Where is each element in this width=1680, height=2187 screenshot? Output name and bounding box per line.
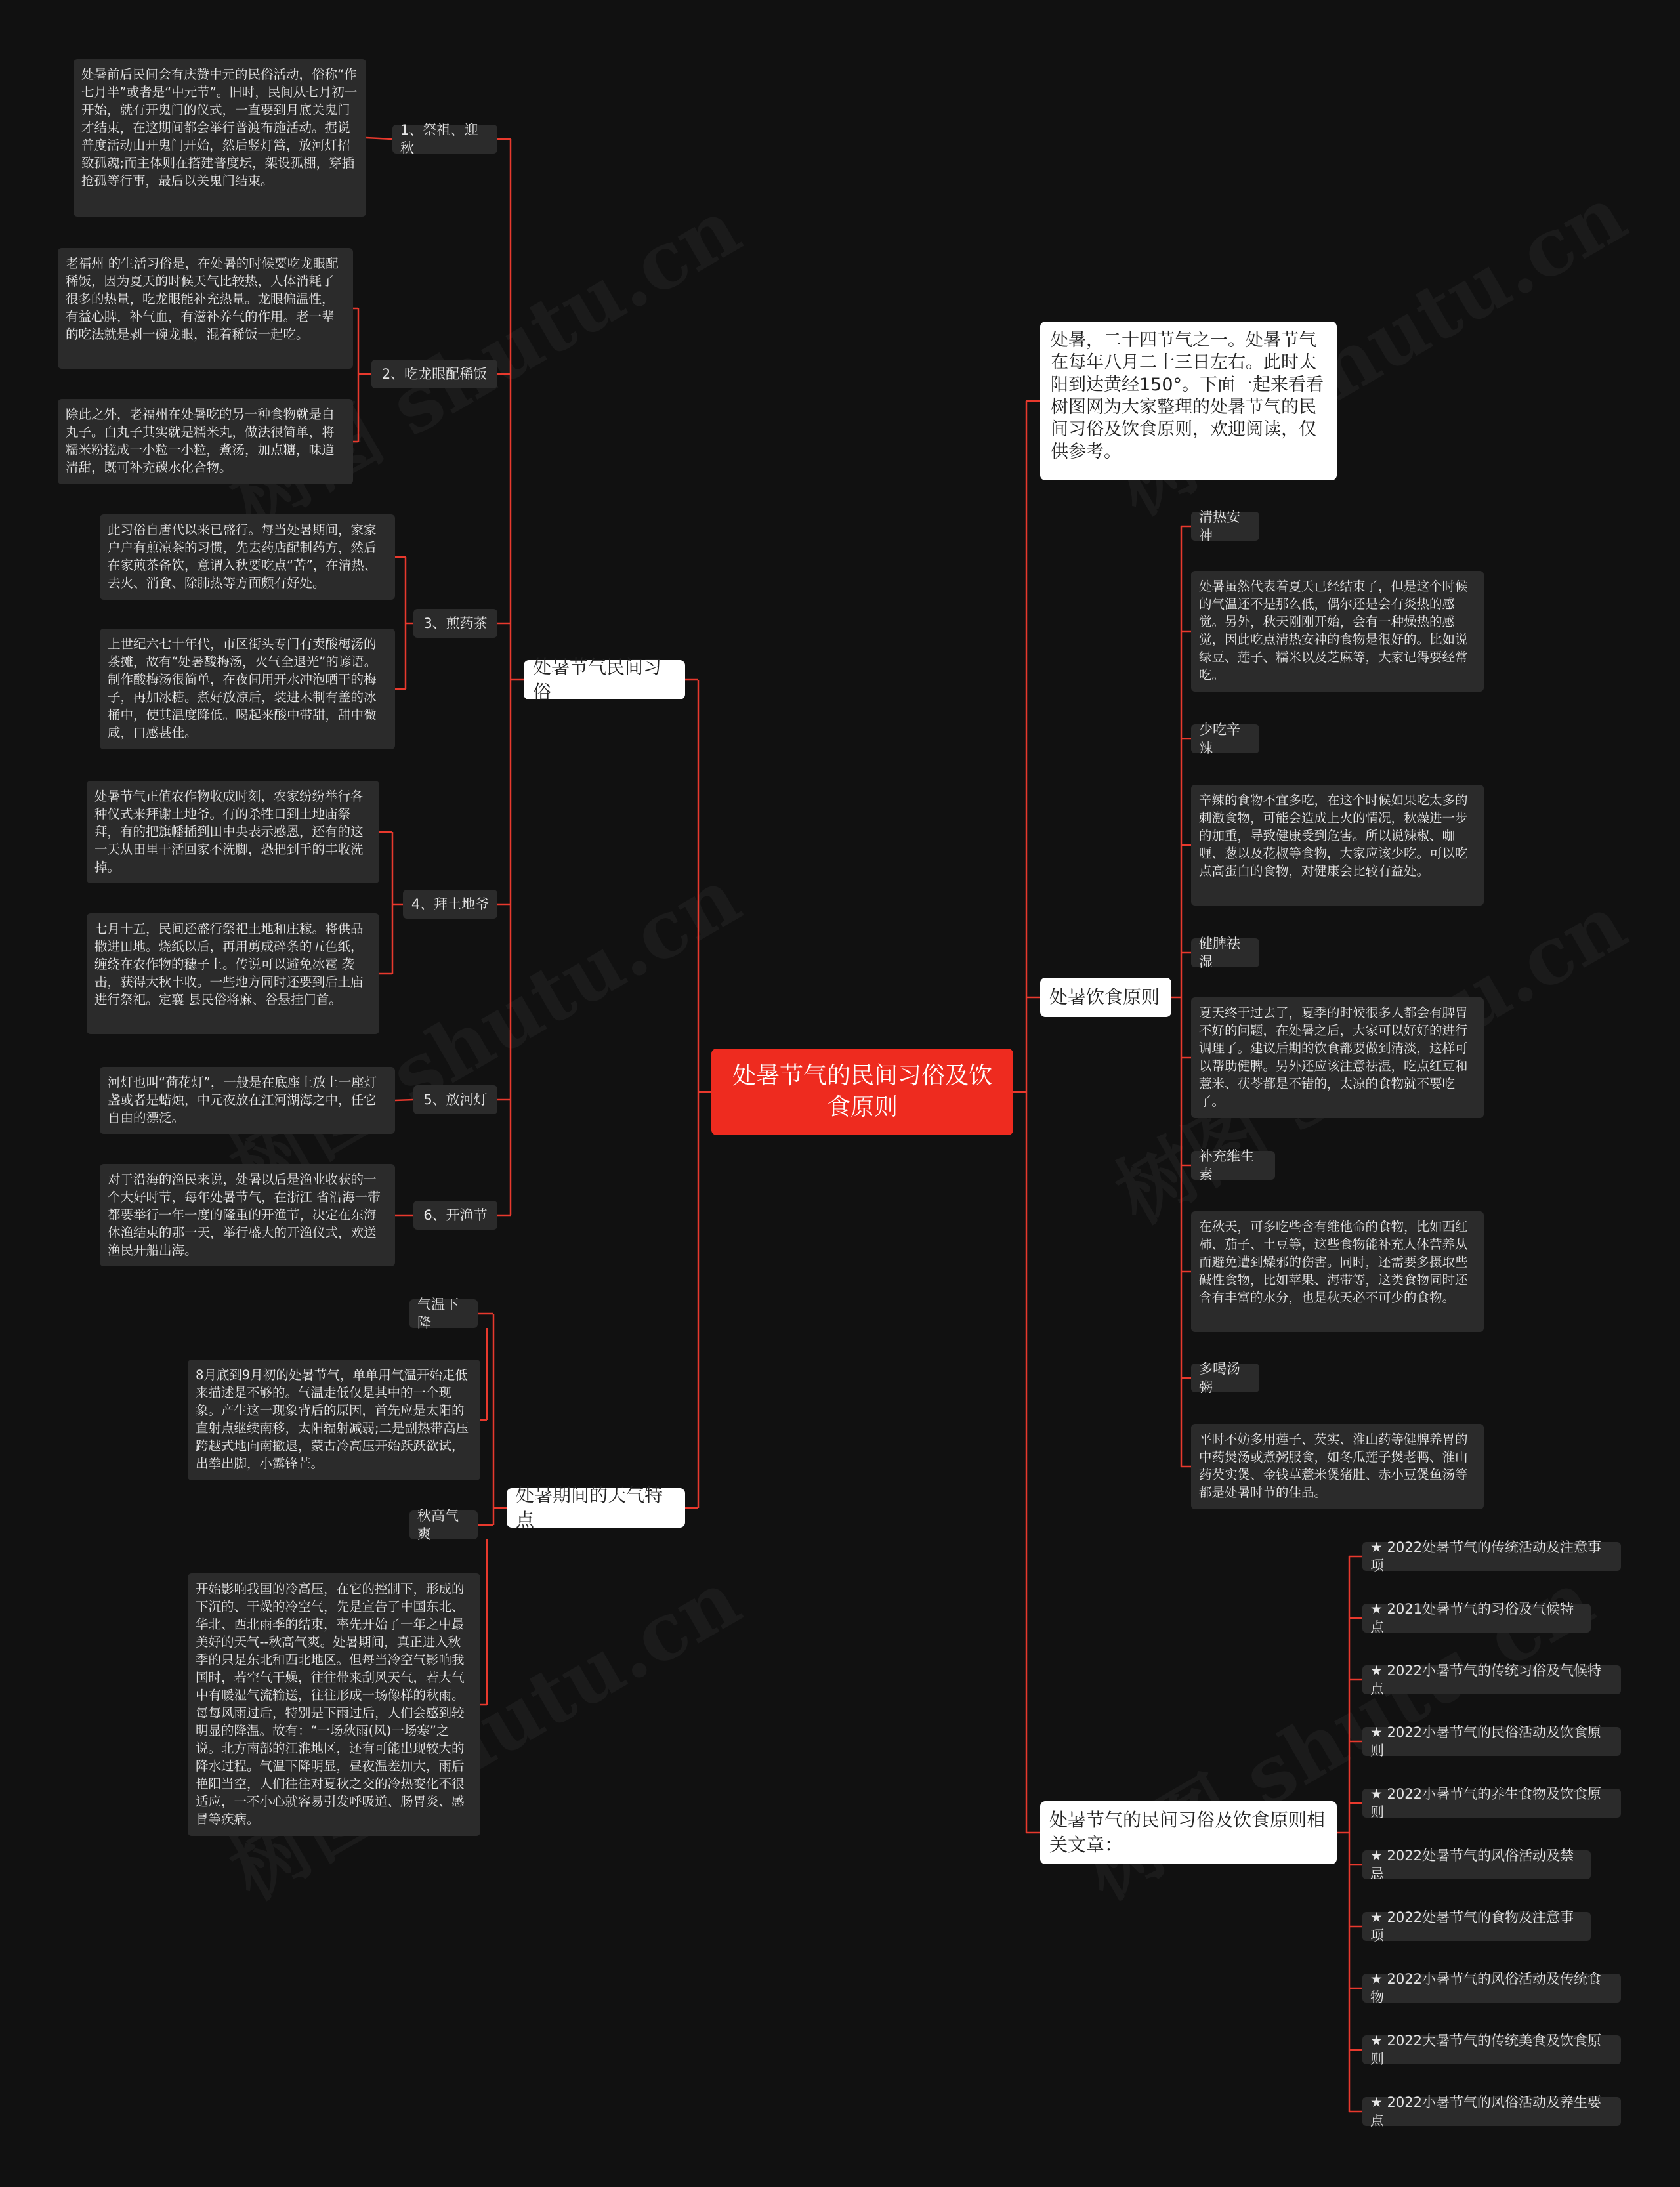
related-article-link[interactable]: ★ 2022处暑节气的传统活动及注意事项: [1362, 1542, 1621, 1571]
root-topic[interactable]: 处暑节气的民间习俗及饮食原则: [711, 1049, 1013, 1135]
related-article-link[interactable]: ★ 2022小暑节气的风俗活动及养生要点: [1362, 2097, 1621, 2126]
related-article-link[interactable]: ★ 2021处暑节气的习俗及气候特点: [1362, 1604, 1591, 1633]
custom-label[interactable]: 4、拜土地爷: [403, 890, 497, 919]
weather-label[interactable]: 气温下降: [410, 1299, 478, 1328]
related-article-link[interactable]: ★ 2022处暑节气的食物及注意事项: [1362, 1912, 1591, 1941]
custom-label[interactable]: 6、开渔节: [413, 1201, 497, 1230]
custom-label[interactable]: 1、祭祖、迎秋: [392, 125, 497, 154]
custom-text: 处暑前后民间会有庆赞中元的民俗活动，俗称“作七月半”或者是“中元节”。旧时，民间从七月初一开始，就有开鬼门的仪式，一直要到月底关鬼门才结束，在这期间都会举行普渡布施活动。据说普度活动由开鬼门开始，然后竖灯篙，放河灯招致孤魂;而主体则在搭建普度坛，架设孤棚，穿插抢孤等行事，最后以关鬼门结束。: [74, 59, 366, 217]
custom-text: 此习俗自唐代以来已盛行。每当处暑期间，家家户户有煎凉茶的习惯，先去药店配制药方，然后在家煎茶备饮，意谓入秋要吃点“苦”，在清热、去火、消食、除肺热等方面颇有好处。: [100, 514, 395, 600]
custom-text: 除此之外，老福州在处暑吃的另一种食物就是白丸子。白丸子其实就是糯米丸，做法很简单，将糯米粉搓成一小粒一小粒，煮汤，加点糖，味道清甜，既可补充碳水化合物。: [58, 399, 353, 484]
related-article-link[interactable]: ★ 2022小暑节气的民俗活动及饮食原则: [1362, 1727, 1621, 1756]
intro-text[interactable]: 处暑，二十四节气之一。处暑节气在每年八月二十三日左右。此时太阳到达黄经150°。下面一起来看看树图网为大家整理的处暑节气的民间习俗及饮食原则，欢迎阅读，仅供参考。: [1040, 322, 1337, 480]
related-article-link[interactable]: ★ 2022大暑节气的传统美食及饮食原则: [1362, 2035, 1621, 2064]
related-article-link[interactable]: ★ 2022小暑节气的风俗活动及传统食物: [1362, 1974, 1621, 2003]
related-article-link[interactable]: ★ 2022处暑节气的风俗活动及禁忌: [1362, 1850, 1591, 1879]
diet-text: 夏天终于过去了，夏季的时候很多人都会有脾胃不好的问题，在处暑之后，大家可以好好的进行调理了。建议后期的饮食都要做到清淡，这样可以帮助健脾。另外还应该注意祛湿，吃点红豆和薏米、茯苓都是不错的，太凉的食物就不要吃了。: [1191, 997, 1484, 1118]
diet-label[interactable]: 清热安神: [1191, 512, 1259, 541]
diet-label[interactable]: 少吃辛辣: [1191, 724, 1259, 753]
related-article-link[interactable]: ★ 2022小暑节气的养生食物及饮食原则: [1362, 1789, 1621, 1818]
weather-label[interactable]: 秋高气爽: [410, 1510, 478, 1539]
custom-text: 老福州 的生活习俗是，在处暑的时候要吃龙眼配稀饭，因为夏天的时候天气比较热，人体消耗了很多的热量，吃龙眼能补充热量。龙眼偏温性，有益心脾，补气血，有滋补养气的作用。老一辈的吃法就是剥一碗龙眼，混着稀饭一起吃。: [58, 248, 353, 369]
branch-diet[interactable]: 处暑饮食原则: [1040, 978, 1171, 1017]
custom-text: 上世纪六七十年代，市区街头专门有卖酸梅汤的茶摊，故有“处暑酸梅汤，火气全退光”的谚语。制作酸梅汤很简单，在夜间用开水冲泡晒干的梅子，再加冰糖。煮好放凉后，装进木制有盖的冰桶中，使其温度降低。喝起来酸中带甜，甜中微咸，口感甚佳。: [100, 629, 395, 749]
diet-text: 处暑虽然代表着夏天已经结束了，但是这个时候的气温还不是那么低，偶尔还是会有炎热的感觉。另外，秋天刚刚开始，会有一种燥热的感觉，因此吃点清热安神的食物是很好的。比如说绿豆、莲子、糯米以及芝麻等，大家记得要经常吃。: [1191, 571, 1484, 692]
diet-label[interactable]: 补充维生素: [1191, 1151, 1275, 1180]
branch-weather[interactable]: 处暑期间的天气特点: [507, 1488, 685, 1528]
custom-text: 处暑节气正值农作物收成时刻，农家纷纷举行各种仪式来拜谢土地爷。有的杀牲口到土地庙祭拜，有的把旗幡插到田中央表示感恩，还有的这一天从田里干活回家不洗脚，恐把到手的丰收洗掉。: [87, 781, 379, 883]
custom-text: 对于沿海的渔民来说，处暑以后是渔业收获的一个大好时节，每年处暑节气，在浙江 省沿海一带都要举行一年一度的隆重的开渔节，决定在东海休渔结束的那一天，举行盛大的开渔仪式，欢送渔民开船出海。: [100, 1164, 395, 1266]
diet-text: 辛辣的食物不宜多吃，在这个时候如果吃太多的刺激食物，可能会造成上火的情况，秋燥进一步的加重，导致健康受到危害。所以说辣椒、咖喱、葱以及花椒等食物，大家应该少吃。可以吃点高蛋白的食物，对健康会比较有益处。: [1191, 785, 1484, 906]
branch-customs[interactable]: 处暑节气民间习俗: [524, 660, 685, 699]
related-article-link[interactable]: ★ 2022小暑节气的传统习俗及气候特点: [1362, 1665, 1621, 1694]
diet-label[interactable]: 健脾祛湿: [1191, 938, 1259, 967]
diet-label[interactable]: 多喝汤粥: [1191, 1364, 1259, 1392]
diet-text: 在秋天，可多吃些含有维他命的食物，比如西红柿、茄子、土豆等，这些食物能补充人体营养从而避免遭到燥邪的伤害。同时，还需要多摄取些碱性食物，比如苹果、海带等，这类食物同时还含有丰富的水分，也是秋天必不可少的食物。: [1191, 1211, 1484, 1332]
custom-text: 河灯也叫“荷花灯”，一般是在底座上放上一座灯盏或者是蜡烛，中元夜放在江河湖海之中，任它自由的漂泛。: [100, 1067, 395, 1134]
diet-text: 平时不妨多用莲子、芡实、淮山药等健脾养胃的中药煲汤或煮粥服食，如冬瓜莲子煲老鸭、淮山药芡实煲、金钱草薏米煲猪肚、赤小豆煲鱼汤等都是处暑时节的佳品。: [1191, 1424, 1484, 1509]
connector-segment: [366, 138, 392, 139]
custom-label[interactable]: 3、煎药茶: [413, 609, 497, 638]
weather-text: 8月底到9月初的处暑节气，单单用气温开始走低来描述是不够的。气温走低仅是其中的一个现象。产生这一现象背后的原因，首先应是太阳的直射点继续南移，太阳辐射减弱;二是副热带高压跨越式地向南撤退，蒙古冷高压开始跃跃欲试，出拳出脚，小露锋芒。: [188, 1360, 480, 1480]
custom-text: 七月十五，民间还盛行祭祀土地和庄稼。将供品撒进田地。烧纸以后，再用剪成碎条的五色纸，缠绕在农作物的穗子上。传说可以避免冰雹 袭击，获得大秋丰收。一些地方同时还要到后土庙进行祭祀。定襄 县民俗将麻、谷悬挂门首。: [87, 913, 379, 1034]
branch-related[interactable]: 处暑节气的民间习俗及饮食原则相关文章：: [1040, 1801, 1337, 1864]
custom-label[interactable]: 2、吃龙眼配稀饭: [371, 360, 497, 388]
custom-label[interactable]: 5、放河灯: [413, 1085, 497, 1114]
weather-text: 开始影响我国的冷高压，在它的控制下，形成的下沉的、干燥的冷空气，先是宣告了中国东北、华北、西北雨季的结束，率先开始了一年之中最美好的天气--秋高气爽。处暑期间，真正进入秋季的只是东北和西北地区。但每当冷空气影响我国时，若空气干燥，往往带来刮风天气，若大气中有暖湿气流输送，往往形成一场像样的秋雨。每每风雨过后，特别是下雨过后，人们会感到较明显的降温。故有：“一场秋雨(风)一场寒”之说。北方南部的江淮地区，还有可能出现较大的降水过程。气温下降明显，昼夜温差加大，雨后艳阳当空，人们往往对夏秋之交的冷热变化不很适应，一不小心就容易引发呼吸道、肠胃炎、感冒等疾病。: [188, 1573, 480, 1836]
